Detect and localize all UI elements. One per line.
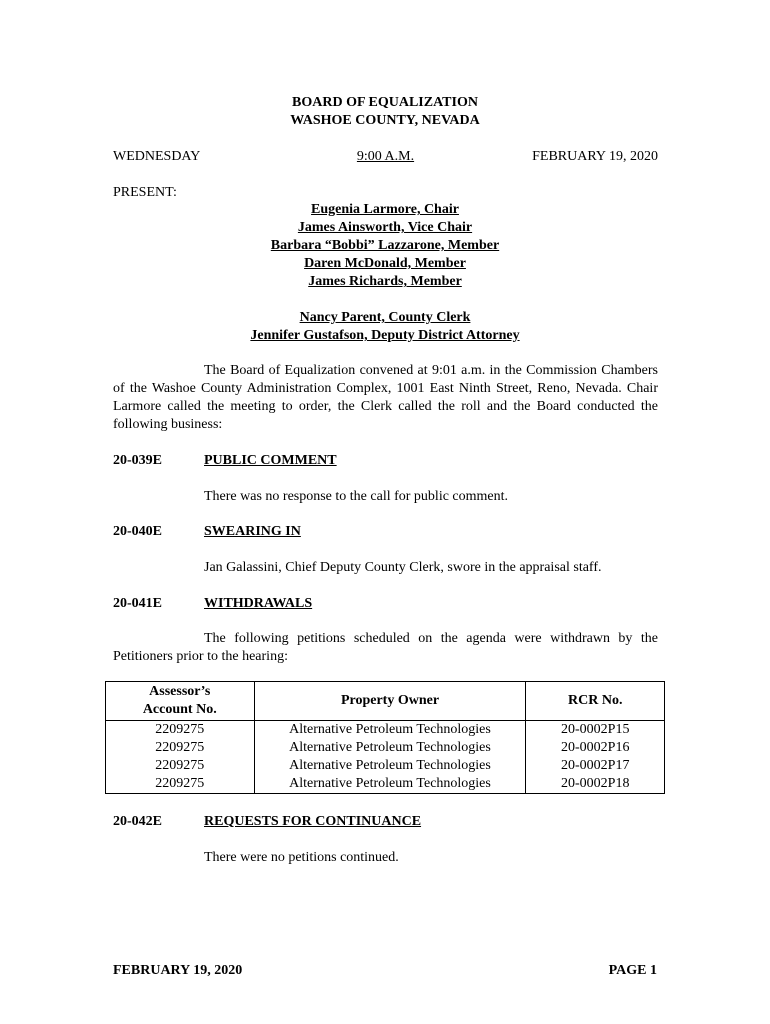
document-title [0,94,770,130]
meeting-date: FEBRUARY 19, 2020 [532,149,658,164]
footer-page-number: PAGE 1 [608,963,657,978]
item-text: The following petitions scheduled on the agenda were withdrawn by the Petitioners prior to the hearing: [113,631,658,664]
column-header-rcr: RCR No. [526,682,665,721]
cell-owner: Alternative Petroleum Technologies [254,757,526,775]
table-row [106,775,665,794]
item-number: 20-041E [113,596,162,611]
title-line-1: BOARD OF EQUALIZATION [292,95,478,110]
board-member: Daren McDonald, Member [304,256,466,271]
cell-owner: Alternative Petroleum Technologies [254,775,526,794]
column-header-account-line2: Account No. [142,702,217,717]
table-row [106,739,665,757]
cell-rcr: 20-0002P15 [526,721,665,740]
present-label: PRESENT: [113,185,177,200]
item-heading: WITHDRAWALS [204,596,313,611]
cell-account: 2209275 [106,775,255,794]
item-heading: REQUESTS FOR CONTINUANCE [204,814,422,829]
staff-member: Nancy Parent, County Clerk [299,310,471,325]
board-members-list [0,201,770,291]
table-header-row [106,682,665,721]
cell-rcr: 20-0002P18 [526,775,665,794]
item-text: Jan Galassini, Chief Deputy County Clerk, swore in the appraisal staff. [204,560,602,575]
item-text: There was no response to the call for public comment. [204,489,509,504]
cell-account: 2209275 [106,739,255,757]
column-header-account [106,682,255,721]
item-number: 20-040E [113,524,162,539]
cell-account: 2209275 [106,721,255,740]
cell-rcr: 20-0002P16 [526,739,665,757]
footer-date: FEBRUARY 19, 2020 [113,963,243,978]
item-number: 20-042E [113,814,162,829]
board-member: James Richards, Member [308,274,462,289]
item-text: There were no petitions continued. [204,850,399,865]
title-line-2: WASHOE COUNTY, NEVADA [290,113,480,128]
cell-account: 2209275 [106,757,255,775]
staff-member: Jennifer Gustafson, Deputy District Attorney [250,328,520,343]
meeting-time: 9:00 A.M. [356,149,415,164]
board-member: Eugenia Larmore, Chair [311,202,459,217]
board-member: James Ainsworth, Vice Chair [297,220,473,235]
table-row [106,721,665,740]
item-heading: PUBLIC COMMENT [204,453,337,468]
meeting-dateline [113,148,658,166]
intro-paragraph: The Board of Equalization convened at 9:01 a.m. in the Commission Chambers of the Washoe County Administration Complex, 1001 East Ninth Street, Reno, Nevada. Chair Larmore called the meeting to order, the Clerk called the roll and the Board conducted the following business: [113,363,658,432]
item-heading: SWEARING IN [204,524,301,539]
cell-owner: Alternative Petroleum Technologies [254,721,526,740]
table-row [106,757,665,775]
item-number: 20-039E [113,453,162,468]
board-member: Barbara “Bobbi” Lazzarone, Member [270,238,500,253]
staff-list [0,309,770,345]
column-header-account-line1: Assessor’s [149,684,211,699]
column-header-owner: Property Owner [254,682,526,721]
meeting-day: WEDNESDAY [113,149,201,164]
cell-owner: Alternative Petroleum Technologies [254,739,526,757]
withdrawals-table [105,681,665,794]
cell-rcr: 20-0002P17 [526,757,665,775]
